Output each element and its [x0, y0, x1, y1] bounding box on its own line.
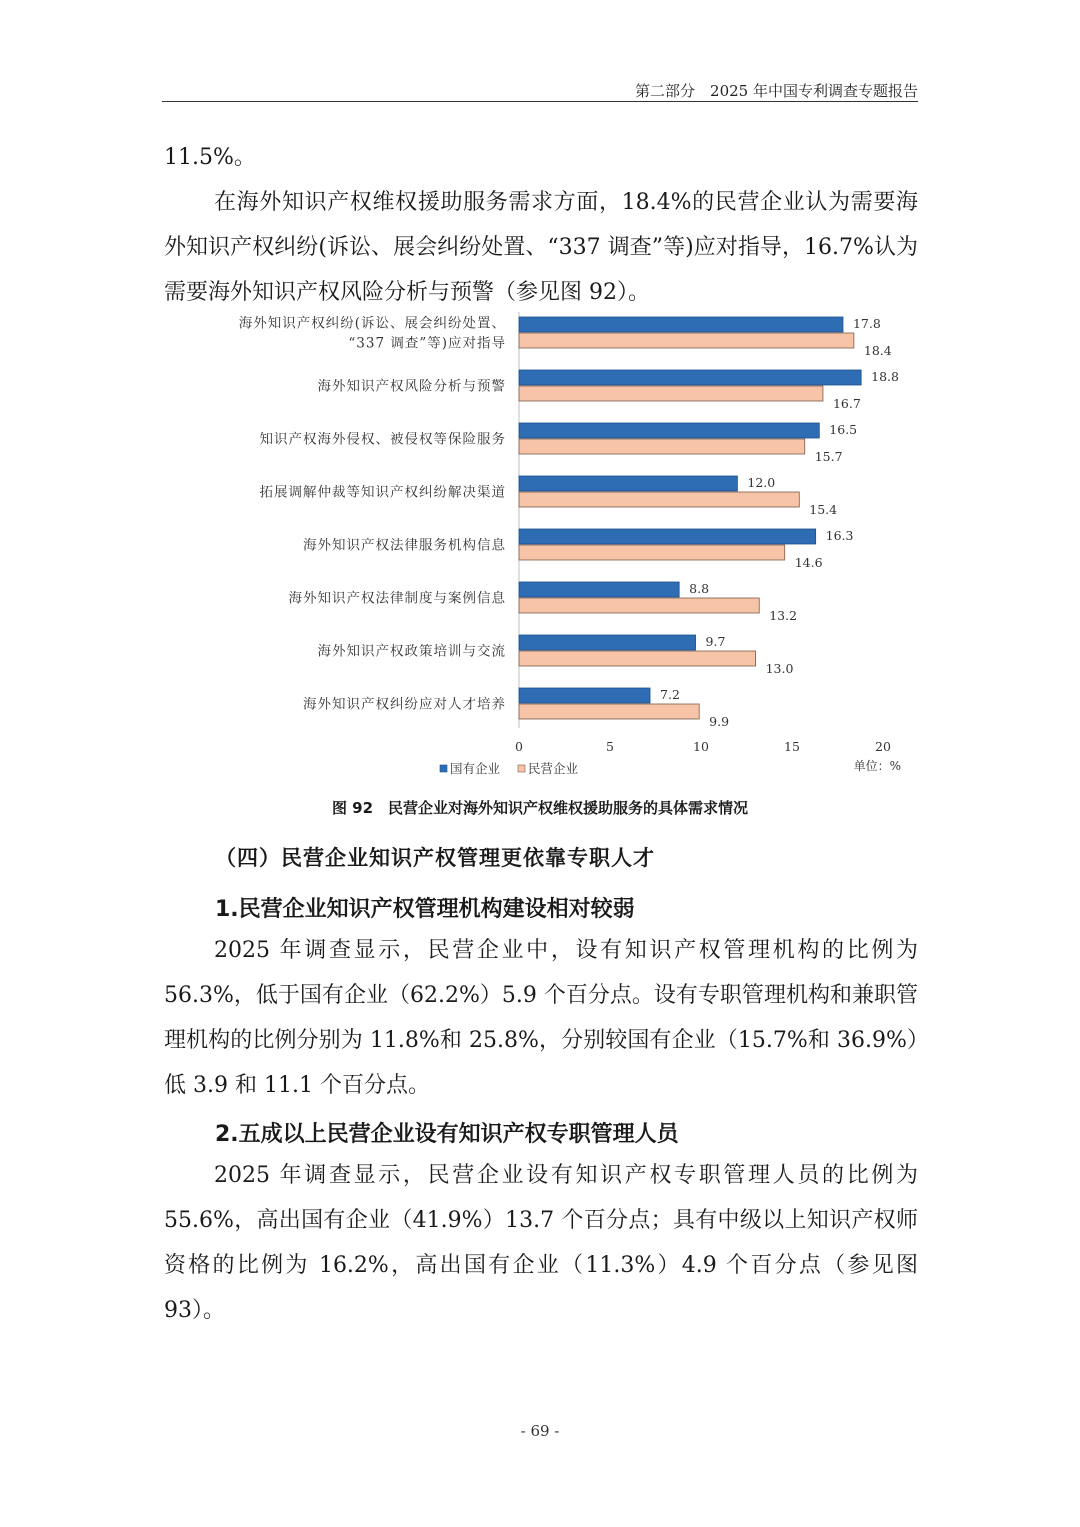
data-label: 18.8	[871, 369, 900, 384]
legend-label: 国有企业	[450, 761, 501, 776]
bar-soe	[519, 476, 737, 491]
paragraph-full-time-staff: 2025 年调查显示，民营企业设有知识产权专职管理人员的比例为 55.6%，高出国有企业（41.9%）13.7 个百分点；具有中级以上知识产权师资格的比例为 16.2%，高出国有企业（11.3%）4.9 个百分点（参见图 93）。	[164, 1163, 918, 1323]
bar-soe	[519, 529, 816, 544]
bar-soe	[519, 582, 679, 597]
data-label: 13.2	[769, 608, 798, 623]
bar-private	[519, 598, 759, 613]
header-rule	[162, 101, 918, 102]
paragraph-continuation: 11.5%。	[164, 145, 256, 170]
paragraph-overseas-demand: 在海外知识产权维权援助服务需求方面，18.4%的民营企业认为需要海外知识产权纠纷(诉讼、展会纠纷处置、“337 调查”等)应对指导，16.7%认为需要海外知识产权风险分析与预警（参见图 92）。	[164, 190, 918, 305]
bar-soe	[519, 370, 861, 385]
data-label: 16.7	[832, 396, 861, 411]
legend-label: 民营企业	[528, 761, 579, 776]
bar-private	[519, 386, 823, 401]
category-label: 海外知识产权法律服务机构信息	[303, 537, 506, 554]
subheading-1: 1.民营企业知识产权管理机构建设相对较弱	[215, 897, 635, 922]
x-tick-label: 15	[784, 739, 800, 754]
bar-soe	[519, 423, 819, 438]
data-label: 17.8	[852, 316, 881, 331]
data-label: 7.2	[660, 687, 680, 702]
bar-private	[519, 651, 756, 666]
x-tick-label: 20	[875, 739, 891, 754]
data-label: 14.6	[794, 555, 823, 570]
data-label: 16.3	[825, 528, 854, 543]
data-label: 9.7	[705, 634, 726, 649]
bar-soe	[519, 688, 650, 703]
data-label: 9.9	[709, 714, 730, 729]
legend-swatch	[440, 765, 447, 772]
bar-chart	[160, 308, 920, 788]
bar-private	[519, 492, 799, 507]
data-label: 13.0	[765, 661, 794, 676]
x-tick-label: 10	[693, 739, 709, 754]
bar-chart-svg	[160, 308, 920, 788]
data-label: 16.5	[829, 422, 858, 437]
page-number: - 69 -	[520, 1422, 560, 1440]
unit-label: 单位：%	[853, 759, 901, 773]
x-tick-label: 5	[606, 739, 614, 754]
bar-private	[519, 333, 854, 348]
category-label: 海外知识产权法律制度与案例信息	[288, 590, 506, 607]
page-header: 第二部分 2025 年中国专利调查专题报告	[635, 82, 918, 100]
category-label: 海外知识产权纠纷应对人才培养	[303, 696, 506, 713]
section-heading: （四）民营企业知识产权管理更依靠专职人才	[215, 845, 655, 870]
category-label: 海外知识产权风险分析与预警	[317, 378, 506, 395]
data-label: 12.0	[747, 475, 776, 490]
figure-caption: 图 92 民营企业对海外知识产权维权援助服务的具体需求情况	[331, 799, 749, 817]
category-label: “337 调查”等)应对指导	[348, 335, 506, 352]
category-label: 知识产权海外侵权、被侵权等保险服务	[259, 431, 506, 448]
data-label: 8.8	[689, 581, 710, 596]
bar-private	[519, 545, 785, 560]
bar-private	[519, 704, 699, 719]
bar-soe	[519, 317, 843, 332]
legend-swatch	[518, 765, 525, 772]
category-label: 海外知识产权政策培训与交流	[317, 643, 506, 660]
data-label: 15.4	[809, 502, 838, 517]
x-tick-label: 0	[515, 739, 523, 754]
data-label: 18.4	[863, 343, 892, 358]
paragraph-management-institutions: 2025 年调查显示，民营企业中，设有知识产权管理机构的比例为 56.3%，低于国有企业（62.2%）5.9 个百分点。设有专职管理机构和兼职管理机构的比例分别为 11.8%和 25.8%，分别较国有企业（15.7%和 36.9%）低 3.9 和 11.1 个百分点。	[164, 938, 918, 1098]
category-label: 海外知识产权纠纷(诉讼、展会纠纷处置、	[238, 315, 506, 332]
category-label: 拓展调解仲裁等知识产权纠纷解决渠道	[259, 484, 506, 501]
data-label: 15.7	[814, 449, 843, 464]
bar-private	[519, 439, 805, 454]
bar-soe	[519, 635, 696, 650]
subheading-2: 2.五成以上民营企业设有知识产权专职管理人员	[215, 1122, 679, 1147]
